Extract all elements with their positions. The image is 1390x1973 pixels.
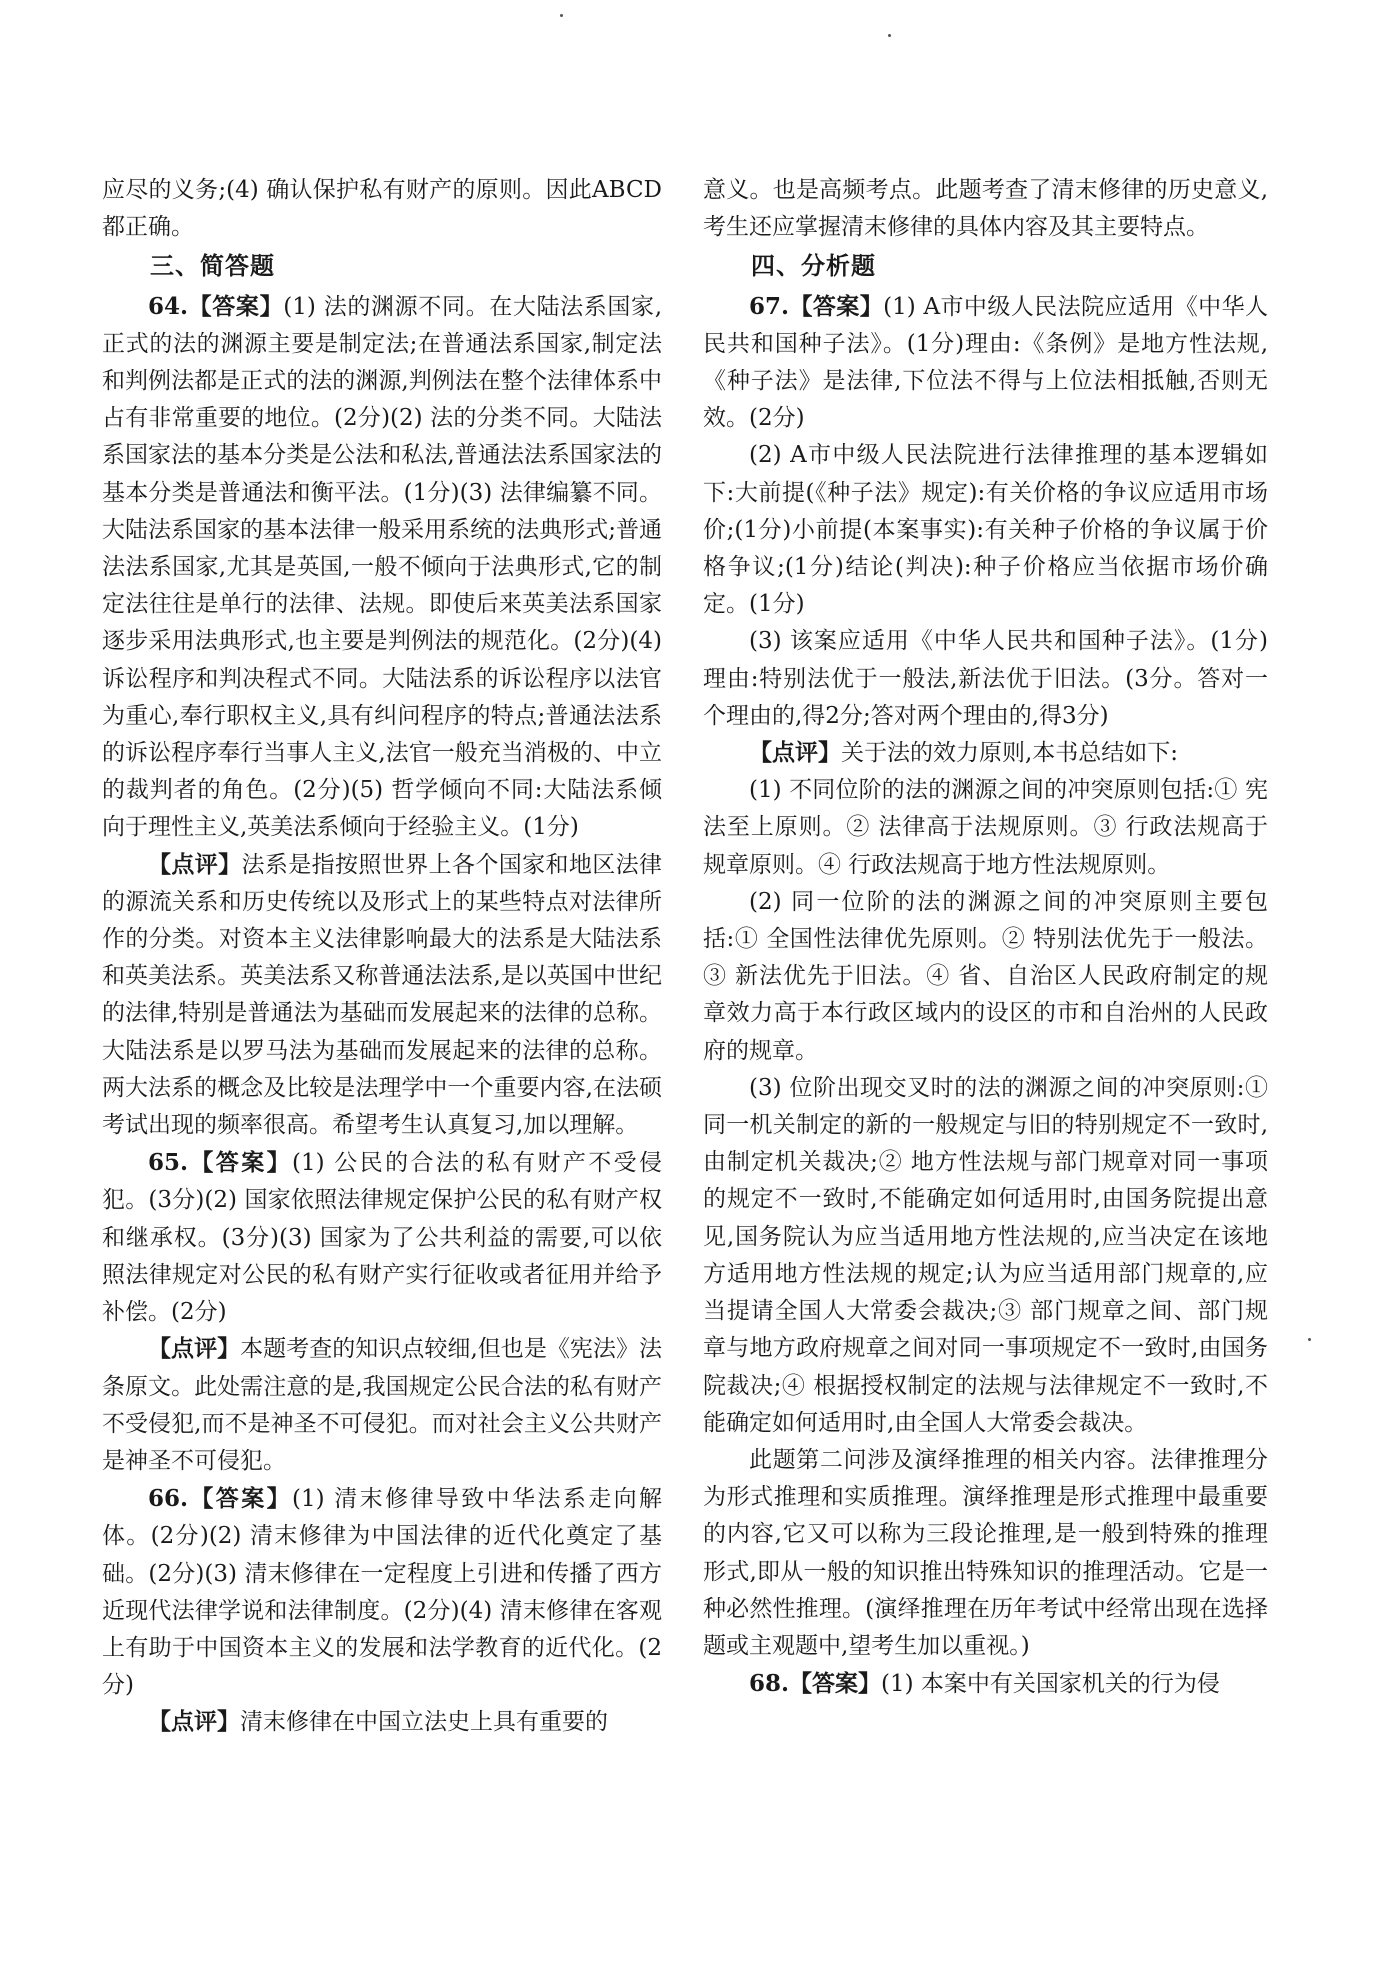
answer-label: 【答案】	[789, 293, 884, 320]
answer-65	[102, 1144, 662, 1331]
comment-text: 清末修律在中国立法史上具有重要的	[240, 1709, 608, 1736]
answer-text: (1) A市中级人民法院应适用《中华人民共和国种子法》。(1分)理由:《条例》是地方性法规,《种子法》是法律,下位法不得与上位法相抵触,否则无效。(2分)	[703, 293, 1268, 432]
answer-label: 【答案】	[188, 293, 284, 320]
intro-paragraph: 应尽的义务;(4) 确认保护私有财产的原则。因此ABCD都正确。	[102, 177, 662, 241]
comment-67	[703, 735, 1268, 772]
question-number: 64.	[148, 292, 189, 320]
question-number: 66.	[148, 1485, 189, 1513]
scan-speck	[560, 14, 563, 17]
comment-67-item1: (1) 不同位阶的法的渊源之间的冲突原则包括:① 宪法至上原则。② 法律高于法规原则。③ 行政法规高于规章原则。④ 行政法规高于地方性法规原则。	[703, 777, 1268, 878]
section-heading-analysis: 四、分析题	[751, 252, 876, 281]
answer-67-part3: (3) 该案应适用《中华人民共和国种子法》。(1分)理由:特别法优于一般法,新法优于旧法。(3分。答对一个理由的,得2分;答对两个理由的,得3分)	[703, 628, 1268, 729]
comment-66	[102, 1704, 662, 1741]
answer-label: 【答案】	[789, 1671, 882, 1698]
comment-label: 【点评】	[148, 1336, 241, 1363]
answer-text: (1) 清末修律导致中华法系走向解体。(2分)(2) 清末修律为中国法律的近代化奠定了基础。(2分)(3) 清末修律在一定程度上引进和传播了西方近现代法律学说和法律制度。(2分)(4) 清末修律在客观上有助于中国资本主义的发展和法学教育的近代化。(2分)	[102, 1486, 663, 1699]
comment-label: 【点评】	[749, 740, 841, 767]
comment-text: 本题考查的知识点较细,但也是《宪法》法条原文。此处需注意的是,我国规定公民合法的私有财产不受侵犯,而不是神圣不可侵犯。而对社会主义公共财产是神圣不可侵犯。	[102, 1336, 662, 1474]
comment-67-item3: (3) 位阶出现交叉时的法的渊源之间的冲突原则:① 同一机关制定的新的一般规定与旧的特别规定不一致时,由制定机关裁决;② 地方性法规与部门规章对同一事项的规定不一致时,不能确定如何适用时,由国务院提出意见,国务院认为应当适用地方性法规的,应当决定在该地方适用地方性法规的规定;认为应当适用部门规章的,应当提请全国人大常委会裁决;③ 部门规章之间、部门规章与地方政府规章之间对同一事项规定不一致时,由国务院裁决;④ 根据授权制定的法规与法律规定不一致时,不能确定如何适用时,由全国人大常委会裁决。	[703, 1074, 1268, 1436]
answer-66	[102, 1480, 662, 1704]
answer-label: 【答案】	[188, 1486, 292, 1513]
answer-67-part1	[703, 288, 1268, 438]
answer-text: (1) 公民的合法的私有财产不受侵犯。(3分)(2) 国家依照法律规定保护公民的私有财产权和继承权。(3分)(3) 国家为了公共利益的需要,可以依照法律规定对公民的私有财产实行征收或者征用并给予补偿。(2分)	[102, 1150, 663, 1326]
comment-label: 【点评】	[148, 1709, 240, 1736]
comment-64	[102, 847, 662, 1145]
comment-65	[102, 1331, 662, 1480]
comment-label: 【点评】	[148, 851, 242, 878]
question-number: 67.	[749, 292, 790, 320]
question-number: 65.	[148, 1149, 189, 1177]
answer-text: (1) 本案中有关国家机关的行为侵	[881, 1671, 1220, 1698]
comment-67-item4: 此题第二问涉及演绎推理的相关内容。法律推理分为形式推理和实质推理。演绎推理是形式推理中最重要的内容,它又可以称为三段论推理,是一般到特殊的推理形式,即从一般的知识推出特殊知识的推理活动。它是一种必然性推理。(演绎推理在历年考试中经常出现在选择题或主观题中,望考生加以重视。)	[703, 1446, 1268, 1659]
left-column	[102, 172, 662, 1742]
comment-text: 关于法的效力原则,本书总结如下:	[841, 740, 1179, 767]
answer-67-part2: (2) A市中级人民法院进行法律推理的基本逻辑如下:大前提(《种子法》规定):有关价格的争议应适用市场价;(1分)小前提(本案事实):有关种子价格的争议属于价格争议;(1分)结论(判决):种子价格应当依据市场价确定。(1分)	[703, 442, 1268, 618]
comment-text: 法系是指按照世界上各个国家和地区法律的源流关系和历史传统以及形式上的某些特点对法律所作的分类。对资本主义法律影响最大的法系是大陆法系和英美法系。英美法系又称普通法法系,是以英国中世纪的法律,特别是普通法为基础而发展起来的法律的总称。大陆法系是以罗马法为基础而发展起来的法律的总称。两大法系的概念及比较是法理学中一个重要内容,在法硕考试出现的频率很高。希望考生认真复习,加以理解。	[102, 851, 663, 1139]
question-number: 68.	[749, 1670, 790, 1698]
answer-68	[703, 1665, 1268, 1703]
answer-64	[102, 288, 662, 847]
answer-label: 【答案】	[188, 1150, 292, 1177]
scan-speck	[1308, 1338, 1311, 1341]
comment-67-item2: (2) 同一位阶的法的渊源之间的冲突原则主要包括:① 全国性法律优先原则。② 特别法优先于一般法。③ 新法优先于旧法。④ 省、自治区人民政府制定的规章效力高于本行政区域内的设区的市和自治州的人民政府的规章。	[703, 888, 1268, 1064]
section-heading-short-answer: 三、简答题	[150, 252, 275, 281]
continued-paragraph: 意义。也是高频考点。此题考查了清末修律的历史意义,考生还应掌握清末修律的具体内容及其主要特点。	[703, 177, 1268, 241]
answer-text: (1) 法的渊源不同。在大陆法系国家,正式的法的渊源主要是制定法;在普通法系国家,制定法和判例法都是正式的法的渊源,判例法在整个法律体系中占有非常重要的地位。(2分)(2) 法的分类不同。大陆法系国家法的基本分类是公法和私法,普通法法系国家法的基本分类是普通法和衡平法。(1分)(3) 法律编纂不同。大陆法系国家的基本法律一般采用系统的法典形式;普通法法系国家,尤其是英国,一般不倾向于法典形式,它的制定法往往是单行的法律、法规。即使后来英美法系国家逐步采用法典形式,也主要是判例法的规范化。(2分)(4) 诉讼程序和判决程式不同。大陆法系的诉讼程序以法官为重心,奉行职权主义,具有纠问程序的特点;普通法法系的诉讼程序奉行当事人主义,法官一般充当消极的、中立的裁判者的角色。(2分)(5) 哲学倾向不同:大陆法系倾向于理性主义,英美法系倾向于经验主义。(1分)	[102, 293, 663, 841]
scan-speck	[888, 34, 891, 37]
right-column	[703, 172, 1268, 1703]
